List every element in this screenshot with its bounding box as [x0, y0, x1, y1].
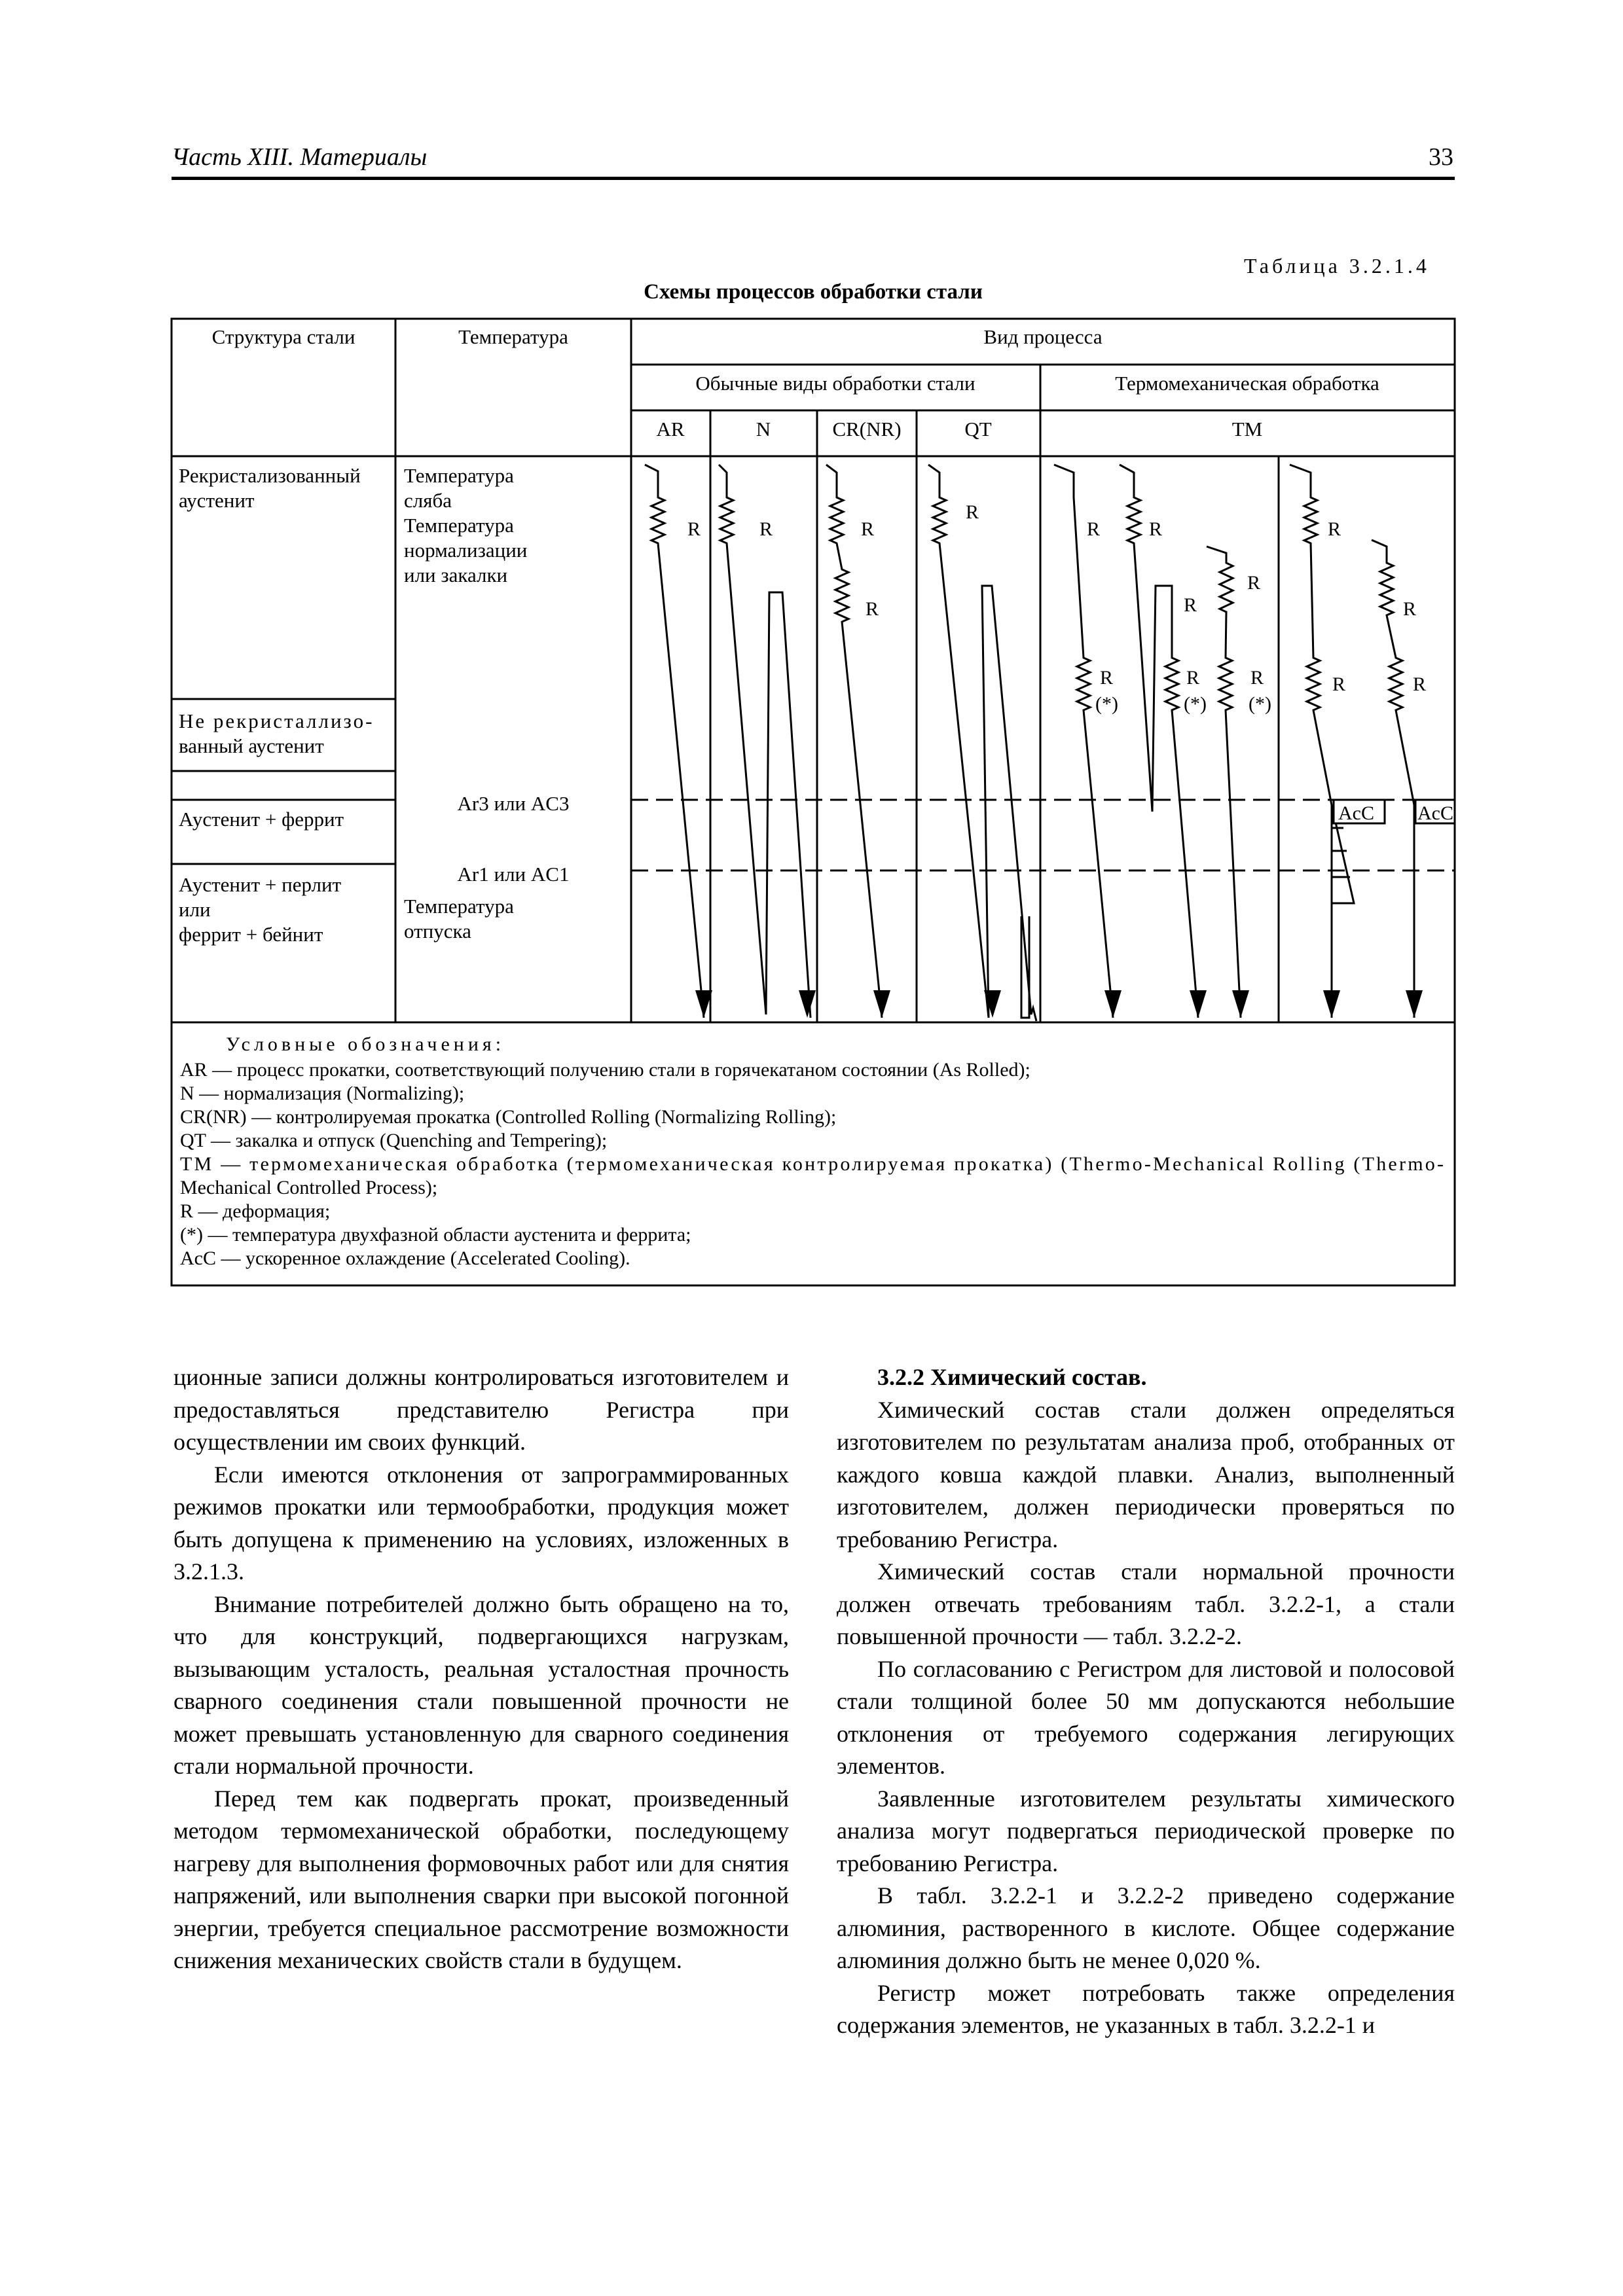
- deformation-label: R: [1328, 518, 1341, 540]
- body-paragraph: Химический состав стали должен определяться изготовителем по результатам анализа проб, отобранных от каждого ковша каждой плавки. Анализ, выполненный изготовителем, должен периодически проверяться по требованию Регистра.: [837, 1396, 1455, 1552]
- body-paragraph: Регистр может потребовать также определения содержания элементов, не указанных в табл. 3.2.2-1 и: [837, 1979, 1455, 2038]
- deformation-label: R: [966, 501, 979, 523]
- deformation-label: R: [1184, 594, 1197, 616]
- process-line: [719, 465, 766, 1014]
- arrowhead: [1323, 990, 1340, 1018]
- section-heading: 3.2.2 Химический состав.: [877, 1364, 1147, 1390]
- header-thermomechanical: Термомеханическая обработка: [1115, 372, 1379, 395]
- ar3-ac3-label: Ar3 или AC3: [457, 792, 570, 815]
- two-phase-label: (*): [1095, 693, 1118, 715]
- deformation-label: R: [1250, 667, 1264, 689]
- legend-item: TM — термомеханическая обработка (термомеханическая контролируемая прокатка) (Thermo-Mechanical Rolling (Thermo-: [180, 1153, 1444, 1175]
- row-temperature-label: нормализации: [404, 539, 528, 562]
- process-line: [1290, 465, 1332, 805]
- arrowhead: [1190, 990, 1207, 1018]
- process-line: [1207, 547, 1241, 1018]
- deformation-label: R: [1403, 598, 1417, 620]
- page-number: 33: [1429, 143, 1453, 171]
- body-paragraph: Химический состав стали нормальной прочности должен отвечать требованиям табл. 3.2.2-1, а стали повышенной прочности — табл. 3.2.2-2.: [837, 1558, 1455, 1649]
- body-paragraph: По согласованию с Регистром для листовой и полосовой стали толщиной более 50 мм допускаются небольшие отклонения от требуемого содержания легирующих элементов.: [837, 1655, 1455, 1779]
- process-line: [1054, 465, 1113, 1018]
- deformation-label: R: [1149, 518, 1163, 540]
- process-line: [826, 465, 882, 1018]
- row-structure-label: аустенит: [179, 489, 255, 512]
- header-code-crnr: CR(NR): [832, 418, 902, 440]
- header-code-tm: TM: [1231, 418, 1263, 440]
- arrowhead: [873, 990, 890, 1018]
- legend-item: AR — процесс прокатки, соответствующий получению стали в горячекатаном состоянии (As Rolled);: [180, 1059, 1030, 1081]
- header-process-type: Вид процесса: [983, 325, 1103, 348]
- row-structure-label: Рекристализованный: [179, 464, 361, 487]
- legend-item: QT — закалка и отпуск (Quenching and Tempering);: [180, 1130, 608, 1151]
- deformation-label: R: [1247, 572, 1261, 594]
- body-left-column: [173, 1361, 789, 1977]
- header-structure: Структура стали: [211, 325, 356, 348]
- ar1-ac1-label: Ar1 или AC1: [457, 863, 570, 886]
- two-phase-label: (*): [1249, 693, 1271, 715]
- row-structure-label: феррит + бейнит: [179, 923, 323, 946]
- deformation-label: R: [1087, 518, 1101, 540]
- row-structure-label: или: [179, 898, 211, 921]
- header-code-qt: QT: [964, 418, 992, 440]
- legend-item: R — деформация;: [180, 1200, 331, 1222]
- arrowhead: [1104, 990, 1122, 1018]
- process-line: [1021, 916, 1029, 1018]
- legend-item: Mechanical Controlled Process);: [180, 1177, 438, 1198]
- row-structure-label: Не рекристаллизо-: [179, 709, 374, 732]
- process-line: [1120, 465, 1198, 1018]
- header-temperature: Температура: [458, 325, 568, 348]
- legend-item: (*) — температура двухфазной области аустенита и феррита;: [180, 1224, 691, 1246]
- row-temperature-label: или закалки: [404, 564, 508, 586]
- legend-item: CR(NR) — контролируемая прокатка (Controlled Rolling (Normalizing Rolling);: [180, 1106, 837, 1128]
- legend-title: Условные обозначения:: [226, 1033, 505, 1055]
- header-code-n: N: [756, 418, 771, 440]
- header-conventional: Обычные виды обработки стали: [695, 372, 976, 395]
- deformation-label: R: [759, 518, 773, 540]
- process-line: [1372, 540, 1417, 805]
- row-structure-label: Аустенит + перлит: [179, 873, 342, 896]
- page-header-title: Часть XIII. Материалы: [172, 143, 428, 171]
- row-temperature-label: отпуска: [404, 920, 471, 942]
- body-paragraph: Если имеются отклонения от запрограммированных режимов прокатки или термообработки, продукция может быть допущена к применению на условиях, изложенных в 3.2.1.3.: [173, 1461, 789, 1585]
- row-temperature-label: Температура: [404, 464, 514, 487]
- arrowhead: [799, 990, 816, 1018]
- process-line: [645, 465, 704, 1018]
- process-line: [928, 465, 989, 1018]
- body-paragraph: В табл. 3.2.2-1 и 3.2.2-2 приведено содержание алюминия, растворенного в кислоте. Общее содержание алюминия должно быть не менее 0,020 %.: [837, 1882, 1455, 1973]
- body-paragraph: Заявленные изготовителем результаты химического анализа могут подвергаться периодической проверке по требованию Регистра.: [837, 1785, 1455, 1876]
- row-temperature-label: Температура: [404, 895, 514, 918]
- deformation-label: R: [1186, 667, 1200, 689]
- accelerated-cooling-label: AcC: [1417, 802, 1453, 824]
- row-temperature-label: сляба: [404, 489, 452, 512]
- deformation-label: R: [866, 598, 879, 620]
- two-phase-label: (*): [1184, 693, 1207, 715]
- accelerated-cooling-label: AcC: [1338, 802, 1374, 824]
- body-right-column: [837, 1361, 1455, 2042]
- deformation-label: R: [1413, 673, 1427, 695]
- arrowhead: [1406, 990, 1423, 1018]
- row-structure-label: Аустенит + феррит: [179, 808, 344, 831]
- deformation-label: R: [861, 518, 875, 540]
- row-temperature-label: Температура: [404, 514, 514, 537]
- row-structure-label: ванный аустенит: [179, 734, 324, 757]
- legend-item: N — нормализация (Normalizing);: [180, 1083, 465, 1104]
- process-line: [766, 592, 811, 1018]
- legend-item: AcC — ускоренное охлаждение (Accelerated Cooling).: [180, 1247, 630, 1269]
- table-title: Схемы процессов обработки стали: [644, 280, 983, 304]
- process-diagram: [645, 465, 1455, 1021]
- header-code-ar: AR: [656, 418, 685, 440]
- body-paragraph: Внимание потребителей должно быть обращено на то, что для конструкций, подвергающихся нагрузкам, вызывающим усталость, реальная усталостная прочность сварного соединения стали повышенной прочности не может превышать установленную для сварного соединения стали нормальной прочности.: [173, 1590, 789, 1779]
- deformation-label: R: [1332, 673, 1346, 695]
- body-paragraph: Перед тем как подвергать прокат, произведенный методом термомеханической обработки, последующему нагреву для выполнения формовочных работ или для снятия напряжений, или выполнения сварки при высокой погонной энергии, требуется специальное рассмотрение возможности снижения механических свойств стали в будущем.: [173, 1785, 789, 1973]
- deformation-label: R: [1100, 667, 1114, 689]
- body-paragraph: ционные записи должны контролироваться изготовителем и предоставляться представителю Регистра при осуществлении им своих функций.: [173, 1364, 789, 1455]
- deformation-label: R: [687, 518, 701, 540]
- process-arrowheads: [695, 990, 1423, 1018]
- table-number: Таблица 3.2.1.4: [1244, 254, 1430, 278]
- arrowhead: [1232, 990, 1249, 1018]
